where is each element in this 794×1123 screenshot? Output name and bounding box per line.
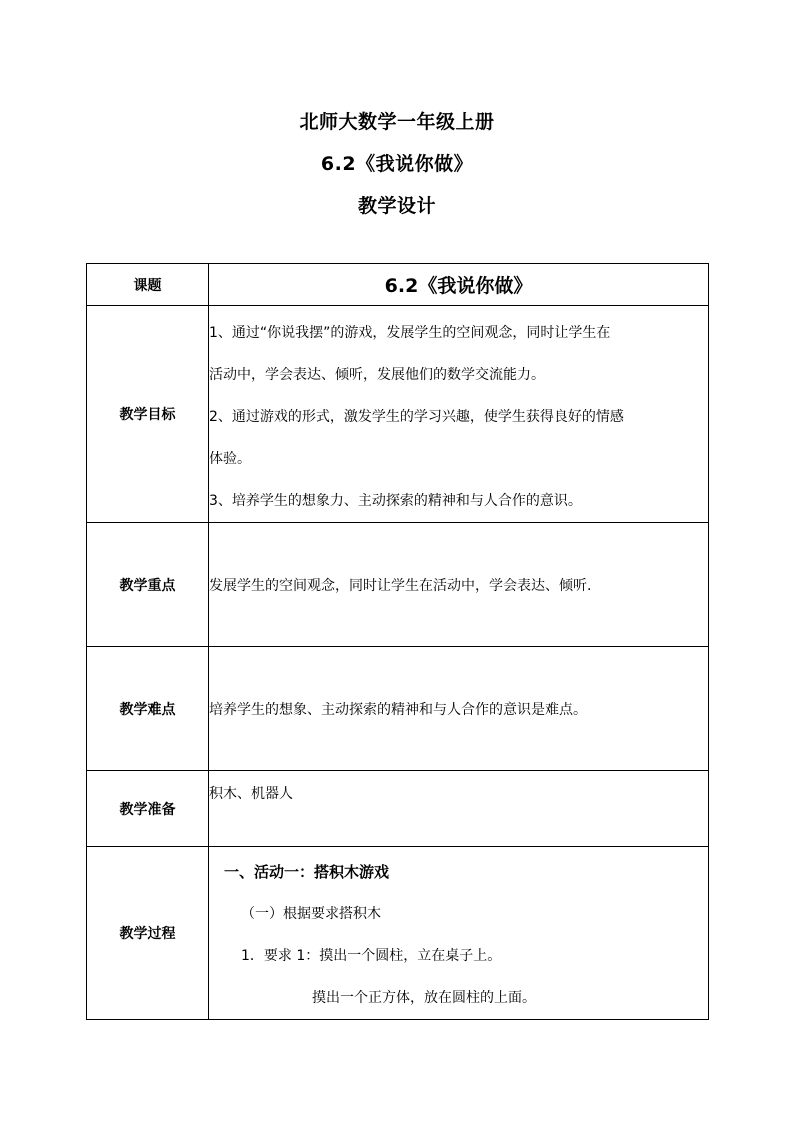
sub-heading: （一）根据要求搭积木 (241, 906, 381, 922)
row-topic (87, 264, 709, 306)
difficulties-value: 培养学生的想象、主动探索的精神和与人合作的意识是难点。 (209, 647, 709, 771)
goal-line: 1、通过“你说我摆”的游戏，发展学生的空间观念，同时让学生在 (209, 325, 611, 341)
key-points-value: 发展学生的空间观念，同时让学生在活动中，学会表达、倾听. (209, 523, 709, 647)
row-preparation (87, 771, 709, 847)
goal-line: 体验。 (209, 451, 251, 467)
document-type: 教学设计 (357, 195, 436, 217)
goal-line: 活动中，学会表达、倾听，发展他们的数学交流能力。 (209, 367, 545, 383)
preparation-value: 积木、机器人 (209, 771, 709, 847)
difficulties-label: 教学难点 (87, 647, 209, 771)
process-label: 教学过程 (87, 847, 209, 1020)
goal-line: 2、通过游戏的形式，激发学生的学习兴趣，使学生获得良好的情感 (209, 409, 624, 425)
topic-label: 课题 (87, 264, 209, 306)
goals-label: 教学目标 (87, 306, 209, 523)
key-points-label: 教学重点 (87, 523, 209, 647)
preparation-label: 教学准备 (87, 771, 209, 847)
goals-content (209, 306, 709, 523)
topic-value: 6.2《我说你做》 (209, 264, 709, 306)
lesson-title: 6.2《我说你做》 (320, 153, 474, 175)
activity-heading: 一、活动一：搭积木游戏 (224, 863, 390, 881)
book-title: 北师大数学一年级上册 (299, 111, 495, 133)
goal-line: 3、培养学生的想象力、主动探索的精神和与人合作的意识。 (209, 493, 582, 509)
row-key-points (87, 523, 709, 647)
row-goals (87, 306, 709, 523)
process-content (209, 847, 709, 1020)
requirement-line: 1．要求 1：摸出一个圆柱，立在桌子上。 (241, 948, 502, 964)
requirement-continuation: 摸出一个正方体，放在圆柱的上面。 (312, 990, 536, 1006)
row-difficulties (87, 647, 709, 771)
row-process (87, 847, 709, 1020)
lesson-plan-table (86, 263, 709, 1020)
